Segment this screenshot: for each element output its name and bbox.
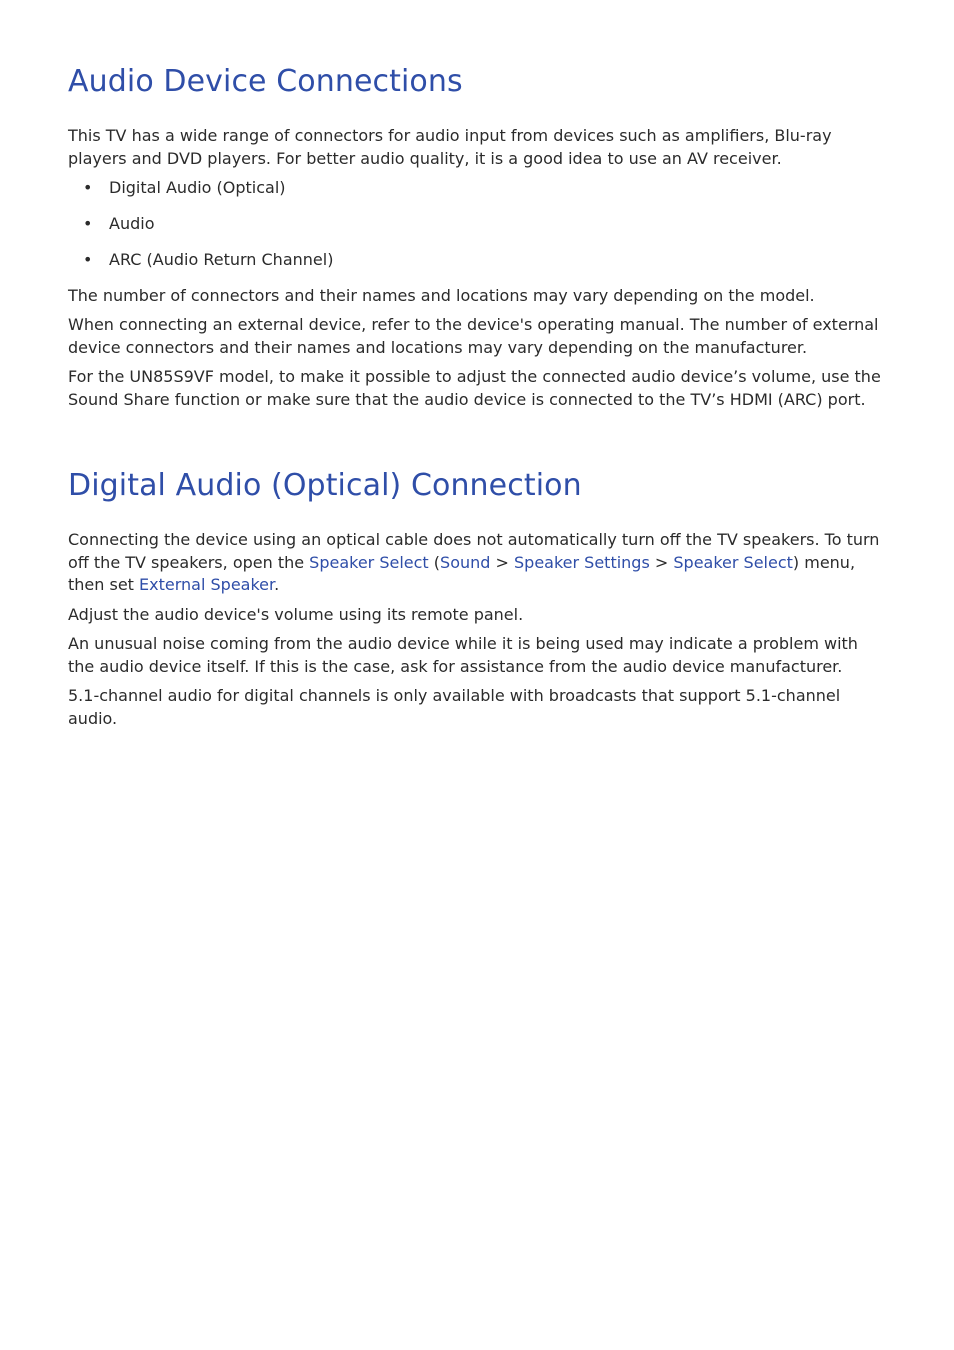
menu-link-sound[interactable]: Sound bbox=[440, 552, 491, 572]
section-title-audio-device-connections: Audio Device Connections bbox=[68, 64, 463, 99]
section-title-digital-audio-optical: Digital Audio (Optical) Connection bbox=[68, 468, 582, 503]
bullet-icon: • bbox=[83, 178, 93, 197]
text-segment: ( bbox=[428, 552, 441, 572]
section-audio-device-connections bbox=[68, 125, 886, 418]
speaker-instructions-paragraph bbox=[68, 529, 886, 597]
volume-paragraph: Adjust the audio device's volume using its remote panel. bbox=[68, 604, 524, 624]
text-segment: ) menu, then set bbox=[68, 552, 856, 594]
menu-link-speaker-select[interactable]: Speaker Select bbox=[309, 552, 429, 572]
noise-paragraph: An unusual noise coming from the audio device while it is being used may indicate a problem with the audio device itself. If this is the case, ask for assistance from the audio device manufacturer. bbox=[68, 634, 858, 676]
menu-link-speaker-select-2[interactable]: Speaker Select bbox=[673, 552, 793, 572]
list-item bbox=[68, 249, 886, 272]
bullet-icon: • bbox=[83, 214, 93, 233]
chevron-right-icon: > bbox=[649, 552, 674, 572]
list-item-label: ARC (Audio Return Channel) bbox=[109, 250, 334, 269]
channel-audio-paragraph: 5.1-channel audio for digital channels is only available with broadcasts that support 5.1-channel audio. bbox=[68, 686, 841, 728]
menu-link-speaker-settings[interactable]: Speaker Settings bbox=[514, 552, 650, 572]
text-segment: . bbox=[274, 575, 280, 594]
note-un85s9vf: For the UN85S9VF model, to make it possible to adjust the connected audio device’s volume, use the Sound Share function or make sure that the audio device is connected to the TV’s HDMI (ARC) port. bbox=[68, 367, 881, 409]
list-item bbox=[68, 177, 886, 200]
list-item-label: Digital Audio (Optical) bbox=[109, 178, 286, 197]
chevron-right-icon: > bbox=[490, 552, 514, 572]
list-item-label: Audio bbox=[109, 214, 155, 233]
intro-paragraph: This TV has a wide range of connectors for audio input from devices such as amplifiers, Blu-ray players and DVD players. For better audio quality, it is a good idea to use an AV receiver. bbox=[68, 126, 832, 168]
list-item bbox=[68, 213, 886, 236]
section-digital-audio-optical bbox=[68, 529, 886, 737]
text-segment: Connecting the device using an optical cable does not automatically turn off the TV speakers. To turn off the TV speakers, open the bbox=[68, 530, 880, 572]
menu-link-external-speaker[interactable]: External Speaker bbox=[139, 575, 275, 594]
connector-list bbox=[68, 177, 886, 272]
bullet-icon: • bbox=[83, 250, 93, 269]
note-external-device: When connecting an external device, refer to the device's operating manual. The number of external device connectors and their names and locations may vary depending on the manufacturer. bbox=[68, 315, 879, 357]
note-model-variation: The number of connectors and their names and locations may vary depending on the model. bbox=[68, 285, 815, 305]
